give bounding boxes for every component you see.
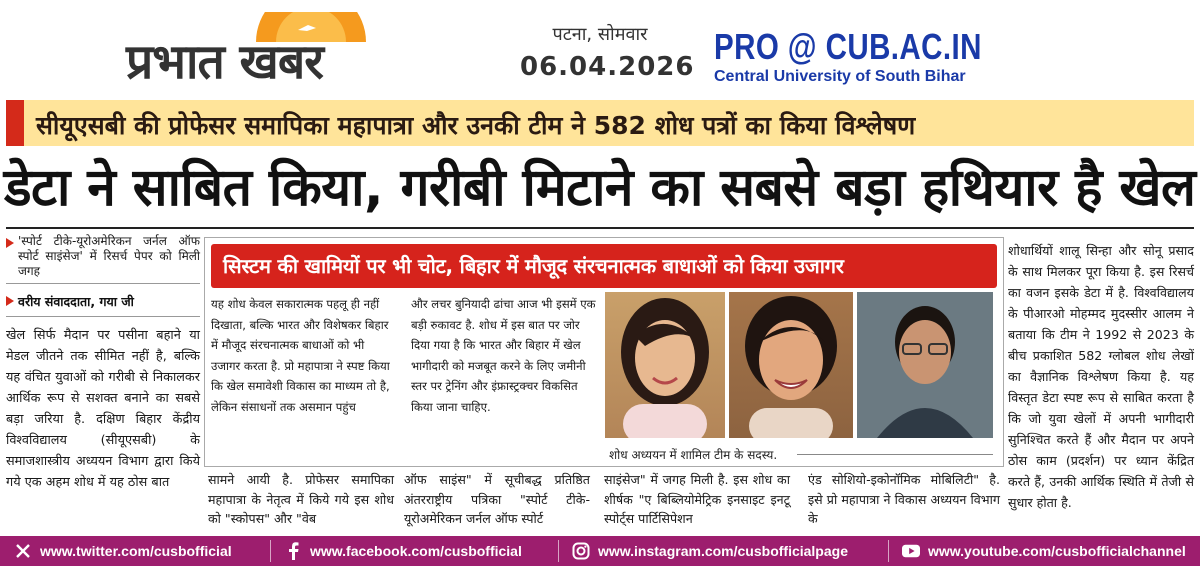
youtube-icon [902, 542, 920, 560]
team-photo-2 [729, 292, 853, 438]
logo-text: प्रभात खबर [126, 34, 323, 90]
byline-text: वरीय संवाददाता, गया जी [18, 294, 134, 309]
youtube-link[interactable] [902, 536, 1186, 566]
instagram-icon [572, 542, 590, 560]
kicker-band [6, 100, 1194, 146]
divider [6, 316, 200, 317]
sidenote [6, 234, 200, 279]
team-photo-3 [857, 292, 993, 438]
person-portrait-icon [857, 292, 993, 438]
edition-place: पटना, सोमवार [552, 24, 648, 45]
university-name: Central University of South Bihar [714, 68, 966, 85]
facebook-url: www.facebook.com/cusbofficial [310, 543, 522, 559]
photo-caption: शोध अध्ययन में शामिल टीम के सदस्य. [609, 448, 778, 462]
lower-column-1: सामने आयी है. प्रोफेसर समापिका महापात्रा के नेतृत्व में किये गये इस शोध को "स्कोपस" और "वेब [208, 472, 394, 527]
footer-divider [888, 540, 889, 562]
subhead-text: सिस्टम की खामियों पर भी चोट, बिहार में मौजूद संरचनात्मक बाधाओं को किया उजागर [223, 254, 844, 278]
footer-divider [270, 540, 271, 562]
left-body-text: खेल सिर्फ मैदान पर पसीना बहाने या मेडल जीतने तक सीमित नहीं है, बल्कि यह वंचित युवाओं को गरीबी से निकालकर आर्थिक रूप से सशक्त बनाने का सबसे बड़ा जरिया है. दक्षिण बिहार केंद्रीय विश्वविद्यालय (सीयूएसबी) के समाजशास्त्रीय अध्ययन विभाग द्वारा किये गये एक अहम शोध में यह ठोस बात [6, 327, 200, 490]
team-photo-1 [605, 292, 725, 438]
youtube-url: www.youtube.com/cusbofficialchannel [928, 543, 1186, 559]
edition-date: 06.04.2026 [520, 52, 695, 82]
social-footer [0, 536, 1200, 566]
subhead-band [211, 244, 997, 288]
headline: डेटा ने साबित किया, गरीबी मिटाने का सबसे बड़ा हथियार है खेल [4, 158, 1196, 218]
right-column: शोधार्थियों शालू सिन्हा और सोनू प्रसाद के साथ मिलकर पूरा किया है. इस रिसर्च का वजन इसके डेटा में है. विश्वविद्यालय के पीआरओ मोहम्मद मुदस्सीर आलम ने बताया कि टीम ने 1992 से 2023 के बीच प्रकाशित 582 ग्लोबल शोध लेखों का वैज्ञानिक विश्लेषण किया है. यह विस्तृत डेटा स्पष्ट रूप से साबित करता है कि जो युवा खेलों में अपनी भागीदारी सुनिश्चित करते हैं और मैदान पर अपने ठोस काम (प्रदर्शन) पर ध्यान केंद्रित करते हैं, उनकी आर्थिक स्थिति में तेजी से सुधार होता है. [1008, 243, 1194, 510]
twitter-link[interactable] [14, 536, 232, 566]
team-photos [601, 290, 999, 466]
box-column-1: यह शोध केवल सकारात्मक पहलू ही नहीं दिखाता, बल्कि भारत और विशेषकर बिहार में मौजूद संरचनात्मक बाधाओं को भी उजागर करता है. प्रो महापात्रा ने स्पष्ट किया कि खेल समावेशी विकास का माध्यम तो है, लेकिन संसाधनों तक असमान पहुंच [211, 297, 390, 414]
center-feature-box [204, 237, 1004, 467]
headline-rule [6, 227, 1194, 229]
footer-divider [558, 540, 559, 562]
bullet-triangle-icon [6, 238, 14, 248]
lower-column-3: साइंसेज" में जगह मिली है. इस शोध का शीर्षक "ए बिब्लियोमेट्रिक इनसाइट इनटू स्पोर्ट्स पार्टिसिपेशन [604, 472, 790, 527]
person-portrait-icon [729, 292, 853, 438]
caption-rule [797, 454, 993, 455]
kicker-text: सीयूएसबी की प्रोफेसर समापिका महापात्रा और उनकी टीम ने 582 शोध पत्रों का किया विश्लेषण [36, 111, 916, 140]
pro-label: PRO @ CUB.AC.IN [714, 26, 982, 67]
sidenote-text: 'स्पोर्ट टीके-यूरोअमेरिकन जर्नल ऑफ स्पोर्ट साइंसेज' में रिसर्च पेपर को मिली जगह [18, 234, 200, 278]
box-column-2: और लचर बुनियादी ढांचा आज भी इसमें एक बड़ी रुकावट है. शोध में इस बात पर जोर दिया गया है कि भारत और बिहार में खेल भागीदारी को मजबूत करने के लिए जमीनी स्तर पर ट्रेनिंग और इंफ्रास्ट्रक्चर विकसित किया जाना चाहिए. [411, 297, 596, 414]
lower-column-4: एंड सोशियो-इकोनॉमिक मोबिलिटी" है. इसे प्रो महापात्रा ने विकास अध्ययन विभाग के [808, 472, 1000, 527]
person-portrait-icon [605, 292, 725, 438]
divider [6, 283, 200, 284]
instagram-link[interactable] [572, 536, 848, 566]
masthead [0, 0, 1200, 96]
left-column [6, 234, 200, 530]
dateline [520, 22, 695, 82]
lower-column-2: ऑफ साइंस" में सूचीबद्ध प्रतिष्ठित अंतरराष्ट्रीय पत्रिका "स्पोर्ट टीके-यूरोअमेरिकन जर्नल ऑफ स्पोर्ट [404, 472, 590, 527]
byline [6, 292, 200, 312]
facebook-link[interactable] [284, 536, 522, 566]
facebook-icon [284, 542, 302, 560]
instagram-url: www.instagram.com/cusbofficialpage [598, 543, 848, 559]
kicker-accent-bar [6, 100, 24, 146]
bullet-triangle-icon [6, 296, 14, 306]
x-twitter-icon [14, 542, 32, 560]
newspaper-logo [126, 8, 426, 88]
twitter-url: www.twitter.com/cusbofficial [40, 543, 232, 559]
